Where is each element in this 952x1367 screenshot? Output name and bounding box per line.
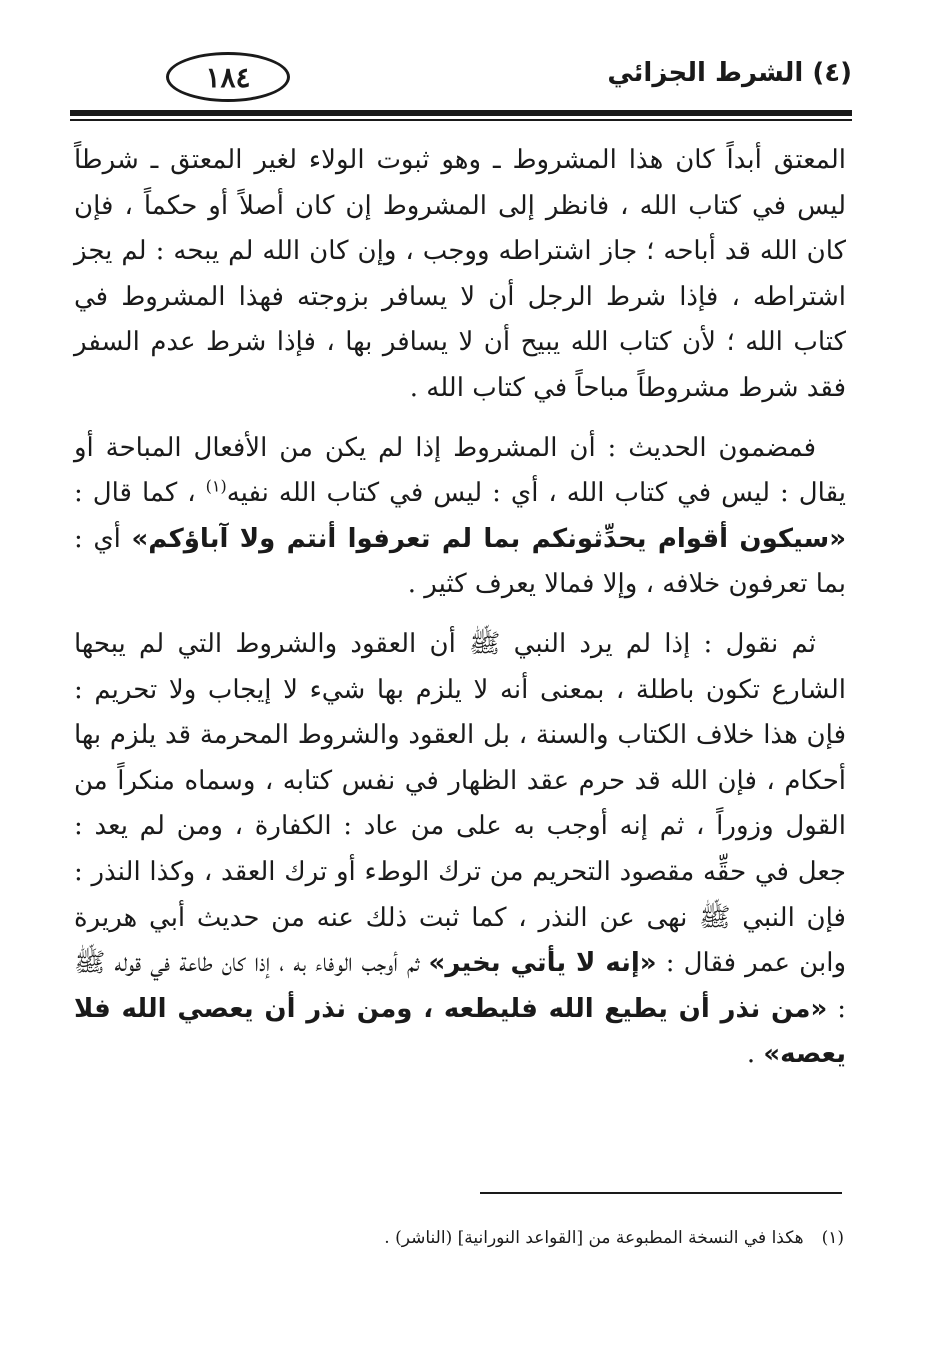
footnote-number: (١) [821,1228,844,1248]
chapter-title: (٤) الشرط الجزائي [607,58,852,88]
quoted-hadith: «سيكون أقوام يحدِّثونكم بما لم تعرفوا أنتم ولا آباؤكم» [131,523,846,554]
footnote [384,1228,844,1248]
footnote-reference: (١) [205,476,227,496]
header-rule-thin [70,119,852,121]
paragraph-p1 [74,138,846,412]
page-header [70,52,852,122]
paragraph-p2 [74,426,846,608]
paragraph-p3 [74,622,846,1078]
footnote-separator [480,1192,842,1194]
text-segment: . [746,1039,764,1070]
footnote-text: هكذا في النسخة المطبوعة من [القواعد النورانية] (الناشر) . [384,1228,804,1248]
header-rule-thick [70,110,852,116]
page-number: ١٨٤ [166,52,290,102]
body-text [74,138,846,1092]
text-segment: فمضمون الحديث : أن المشروط إذا لم يكن من الأفعال المباحة أو يقال : ليس في كتاب الله ، أي : ليس في كتاب الله نفيه [74,432,846,509]
text-segment: المعتق أبداً كان هذا المشروط ـ وهو ثبوت الولاء لغير المعتق ـ شرطاً ليس في كتاب الله ، فانظر إلى المشروط إن كان أصلاً أو حكماً ، فإن كان الله قد أباحه ؛ جاز اشتراطه ووجب ، وإن كان الله لم يبحه : لم يجز اشتراطه ، فإذا شرط الرجل أن لا يسافر بزوجته فهذا المشروط في كتاب الله ؛ لأن كتاب الله يبيح أن لا يسافر بها ، فإذا شرط عدم السفر فقد شرط مشروطاً مباحاً في كتاب الله . [74,145,846,403]
text-segment: ثم نقول : إذا لم يرد النبي ﷺ أن العقود والشروط التي لم يبحها الشارع تكون باطلة ، بمعنى أنه لا يلزم بها شيء لا إيجاب ولا تحريم : فإن هذا خلاف الكتاب والسنة ، بل العقود والشروط المحرمة قد يلزم بها أحكام ، فإن الله قد حرم عقد الظهار في نفس كتابه ، وسماه منكراً من القول وزوراً ، ثم إنه أوجب به على من عاد : الكفارة ، ومن لم يعد : جعل في حقِّه مقصود التحريم من ترك الوطء أو ترك العقد ، وكذا النذر : فإن النبي ﷺ نهى عن النذر ، كما ثبت ذلك عنه من حديث أبي هريرة وابن عمر فقال : [74,628,846,979]
text-segment: ثم أوجب الوفاء به ، إذا كان طاعة في قوله ﷺ : [74,948,847,1024]
quoted-hadith: «من نذر أن يطيع الله فليطعه ، ومن نذر أن يعصي الله فلا يعصه» [74,993,846,1070]
text-segment: أي : بما تعرفون خلافه ، وإلا فمالا يعرف كثير . [74,523,846,600]
quoted-hadith: «إنه لا يأتي بخير» [428,948,657,979]
text-segment: ، كما قال : [74,478,206,509]
